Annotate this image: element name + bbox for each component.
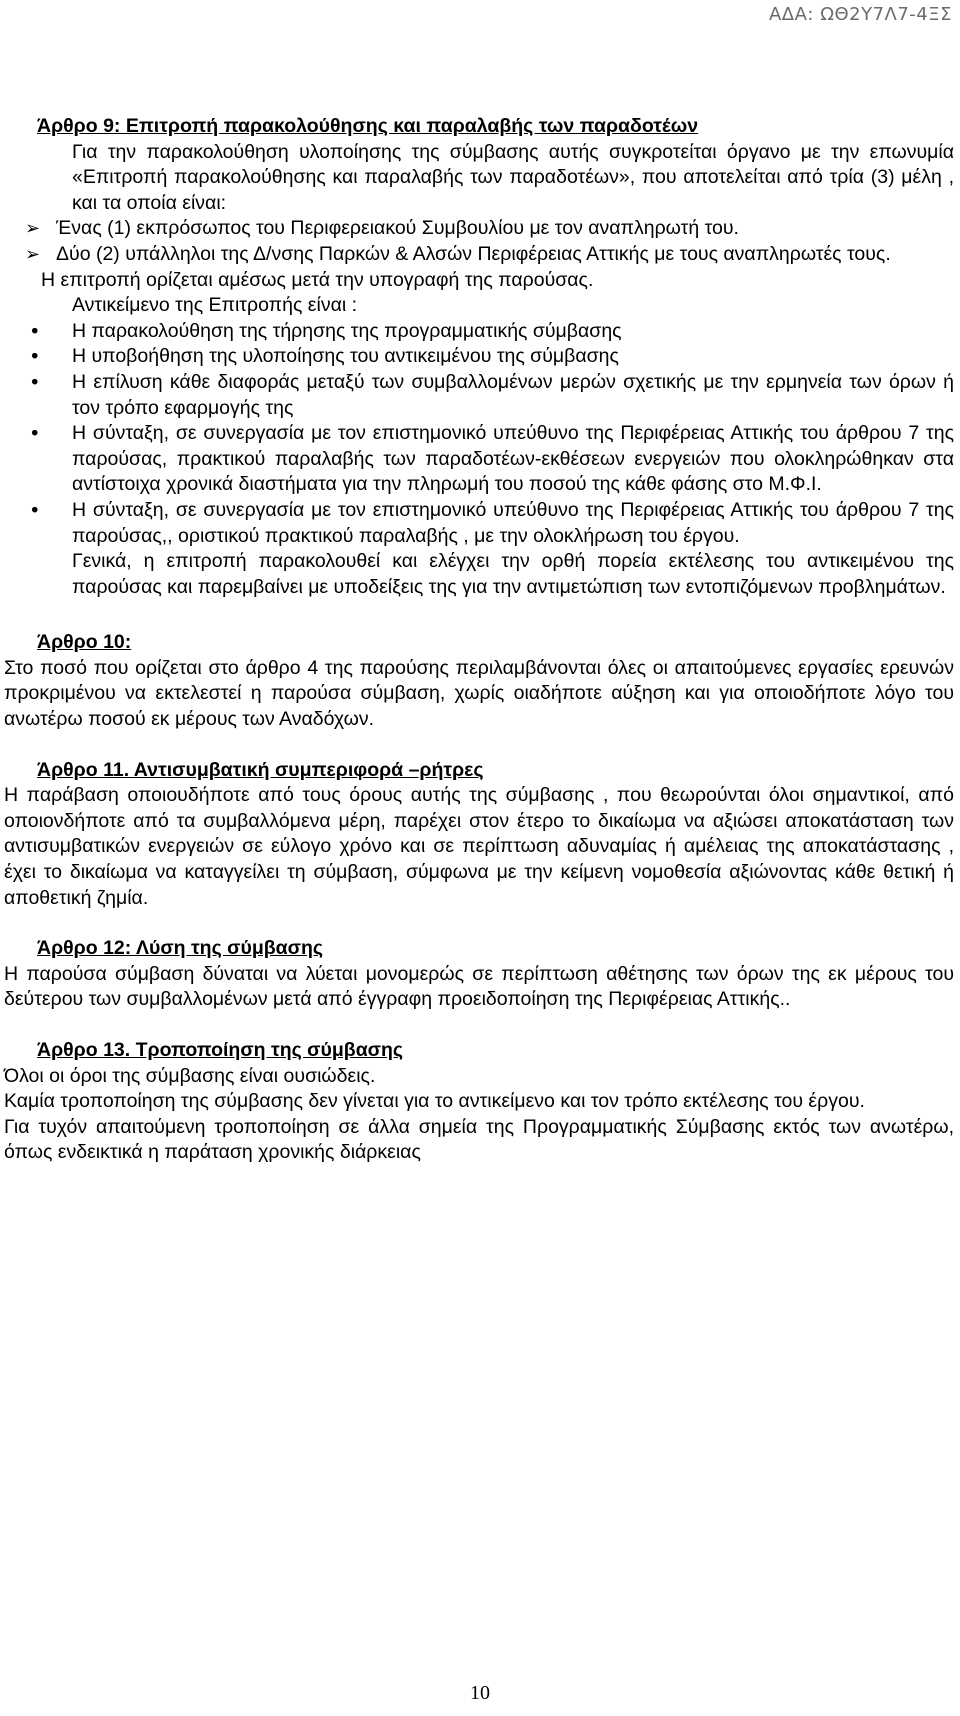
article-11-title: Άρθρο 11. Αντισυμβατική συμπεριφορά –ρήτρες — [37, 758, 484, 781]
duty-text: Η επίλυση κάθε διαφοράς μεταξύ των συμβαλλομένων μερών σχετικής με την ερμηνεία των όρων ή τον τρόπο εφαρμογής της — [72, 370, 954, 419]
member-text: Δύο (2) υπάλληλοι της Δ/νσης Παρκών & Αλσών Περιφέρειας Αττικής με τους αναπληρωτές τους. — [56, 242, 891, 265]
article-13-title: Άρθρο 13. Τροποποίηση της σύμβασης — [37, 1039, 404, 1061]
bullet-icon: • — [29, 498, 41, 522]
article-9-intro: Για την παρακολούθηση υλοποίησης της σύμβασης αυτής συγκροτείται όργανο με την επωνυμία «Επιτροπή παρακολούθησης και παραλαβής των παραδοτέων», που αποτελείται από τρία (3) μέλη , και τα οποία είναι: — [72, 140, 954, 214]
bullet-icon: • — [29, 422, 41, 446]
article-11-text: Η παράβαση οποιουδήποτε από τους όρους αυτής της σύμβασης , που θεωρούνται όλοι σημαντικοί, από οποιονδήποτε από τα συμβαλλόμενα μέρη, παρέχει στον έτερο το δικαίωμα να αξιώσει αποκατάσταση των αντισυμβατικών ενεργειών σε εύλογο χρόνο και σε περίπτωση αδυναμίας ή αμέλειας της αποκατάστασης , έχει το δικαίωμα να καταγγείλει τη σύμβαση, σύμφωνα με την κείμενη νομοθεσία αξιώνοντας κάθε θετική ή αποθετική ζημία. — [4, 784, 954, 909]
document-body — [4, 114, 954, 1166]
duty-item — [4, 319, 954, 345]
duty-text: Η σύνταξη, σε συνεργασία με τον επιστημονικό υπεύθυνο της Περιφέρειας Αττικής του άρθρου 7 της παρούσας,, οριστικού πρακτικού παραλαβής , με την ολοκλήρωση του έργου. — [72, 498, 954, 547]
member-item — [4, 216, 954, 242]
bullet-icon: • — [29, 319, 41, 343]
article-12-text: Η παρούσα σύμβαση δύναται να λύεται μονομερώς σε περίπτωση αθέτησης των όρων της εκ μέρους του δεύτερου των συμβαλλομένων μετά από έγγραφη προειδοποίηση της Περιφέρειας Αττικής.. — [4, 962, 954, 1011]
duty-item — [4, 498, 954, 549]
bullet-icon: • — [29, 345, 41, 369]
article-10-title: Άρθρο 10: — [37, 631, 132, 654]
duty-text: Η σύνταξη, σε συνεργασία με τον επιστημονικό υπεύθυνο της Περιφέρειας Αττικής του άρθρου 7 της παρούσας, πρακτικού παραλαβής των παραδοτέων-εκθέσεων ενεργειών που ολοκληρώθηκαν στα αντίστοιχα χρονικά διαστήματα για την πληρωμή του ποσού της κάθε φάσης στο Μ.Φ.Ι. — [72, 422, 954, 496]
duty-text: Η παρακολούθηση της τήρησης της προγραμματικής σύμβασης — [72, 319, 622, 342]
article-12-title: Άρθρο 12: Λύση της σύμβασης — [37, 937, 324, 960]
member-item — [4, 242, 954, 268]
article-13-p2: Καμία τροποποίηση της σύμβασης δεν γίνεται για το αντικείμενο και τον τρόπο εκτέλεσης του έργου. — [4, 1090, 865, 1113]
object-intro: Αντικείμενο της Επιτροπής είναι : — [72, 294, 358, 317]
page-number: 10 — [470, 1682, 490, 1704]
article-9-title: Άρθρο 9: Επιτροπή παρακολούθησης και παραλαβής των παραδοτέων — [37, 115, 699, 137]
article-13-p3: Για τυχόν απαιτούμενη τροποποίηση σε άλλα σημεία της Προγραμματικής Σύμβασης εκτός των ανωτέρω, όπως ενδεικτικά η παράταση χρονικής διάρκειας — [4, 1115, 954, 1164]
duty-text: Η υποβοήθηση της υλοποίησης του αντικειμένου της σύμβασης — [72, 345, 619, 368]
arrow-bullet-icon: ➢ — [25, 243, 41, 265]
article-9-general: Γενικά, η επιτροπή παρακολουθεί και ελέγχει την ορθή πορεία εκτέλεσης του αντικειμένου της παρούσας και παρεμβαίνει με υποδείξεις της για την αντιμετώπιση των εντοπιζόμενων προβλημάτων. — [72, 550, 954, 598]
member-text: Ένας (1) εκπρόσωπος του Περιφερειακού Συμβουλίου με τον αναπληρωτή του. — [56, 217, 739, 240]
bullet-icon: • — [29, 370, 41, 394]
arrow-bullet-icon: ➢ — [25, 218, 41, 240]
duty-item — [4, 421, 954, 498]
duty-item — [4, 370, 954, 421]
ada-header: ΑΔΑ: ΩΘ2Υ7Λ7-4ΞΣ — [768, 4, 952, 25]
article-10-text: Στο ποσό που ορίζεται στο άρθρο 4 της παρούσης περιλαμβάνονται όλες οι απαιτούμενες εργασίες ερευνών προκριμένου να εκτελεστεί η παρούσα σύμβαση, χωρίς οιαδήποτε αύξηση και για οποιοδήποτε λόγο του ανωτέρω ποσού εκ μέρους των Αναδόχων. — [4, 656, 954, 731]
duty-item — [4, 344, 954, 370]
article-13-p1: Όλοι οι όροι της σύμβασης είναι ουσιώδεις. — [4, 1064, 376, 1087]
appointment-text: Η επιτροπή ορίζεται αμέσως μετά την υπογραφή της παρούσας. — [41, 268, 594, 291]
